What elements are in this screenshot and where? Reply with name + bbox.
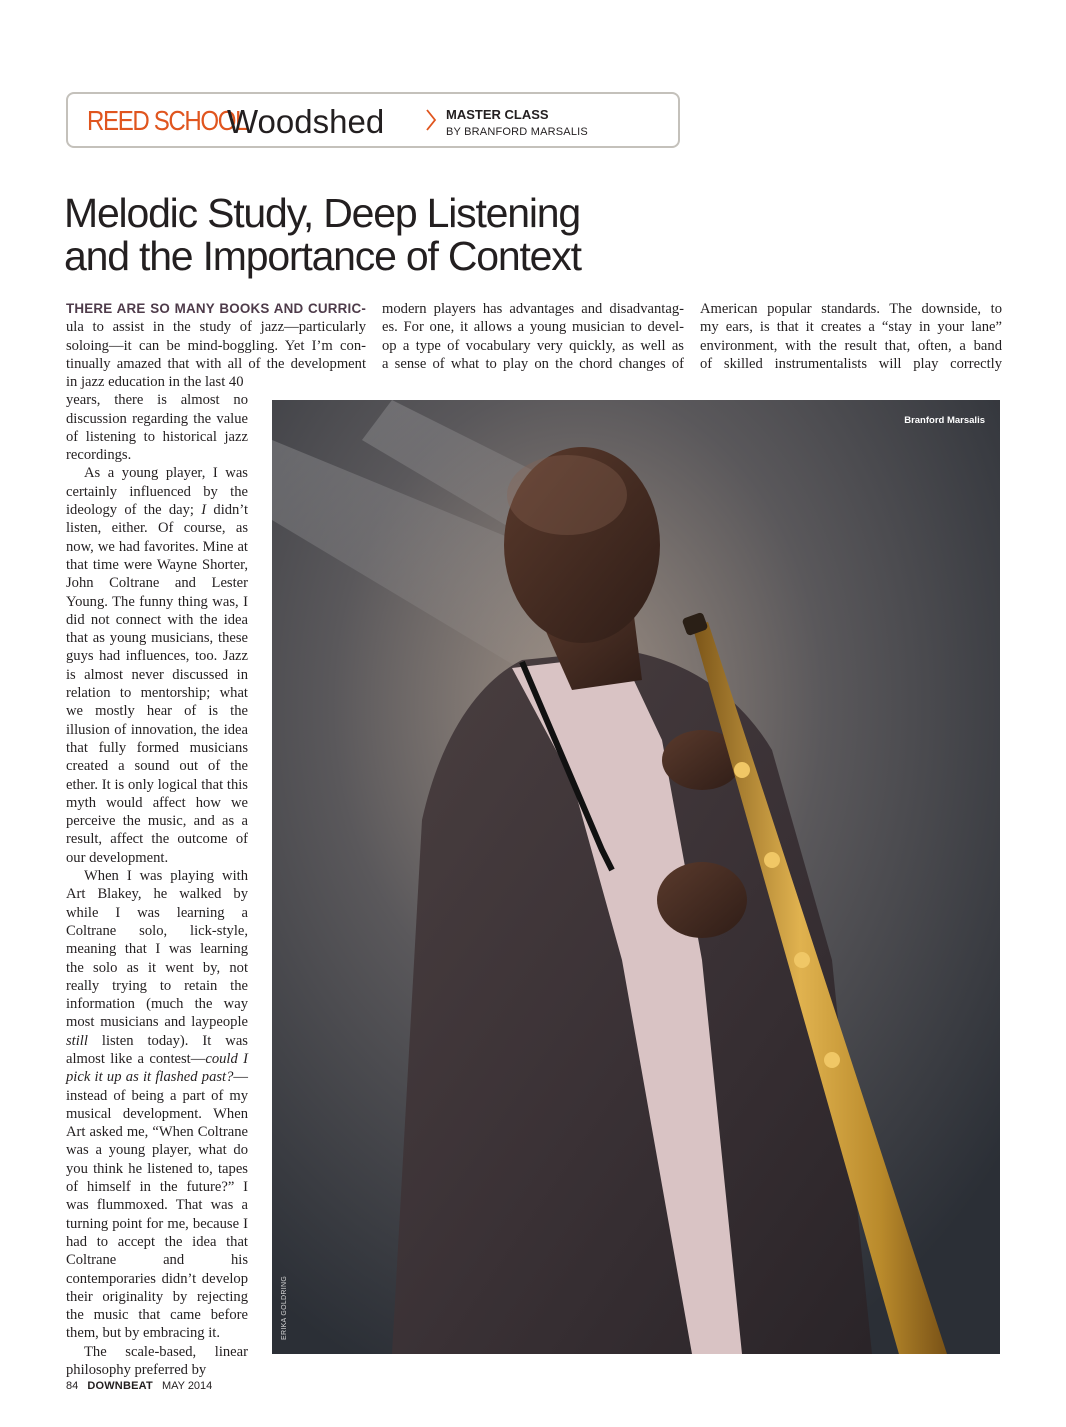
body-line: soloing—it can be mind-boggling. Yet I’m con- (66, 337, 366, 354)
body-line: op a type of vocabulary very quickly, as well as (382, 337, 684, 354)
page-footer (66, 1380, 212, 1394)
article-headline (64, 192, 764, 278)
headline-line-2: and the Importance of Context (64, 233, 581, 279)
photo-credit: ERIKA GOLDRING (281, 1275, 288, 1340)
body-line: modern players has advantages and disadvantag- (382, 301, 684, 317)
body-line: ula to assist in the study of jazz—particularly (66, 319, 366, 336)
body-line: American popular standards. The downside, to (700, 301, 1002, 317)
body-paragraph: As a young player, I was certainly influenced by the ideology of the day; I didn’t listen, either. Of course, as now, we had favorites. Mine at that time were Wayne Shorter, John Coltrane and Lester Young. The funny thing was, I did not connect with the idea that as young musicians, these guys had influences, too. Jazz is almost never discussed in relation to mentorship; what we mostly hear of is the illusion of innovation, the idea that fully formed musicians created a sound out of the ether. It is only logical that this myth would affect how we perceive the music, and as a result, affect the outcome of our development. (66, 465, 249, 866)
saxophonist-illustration (272, 400, 1000, 1354)
lead-in: THERE ARE SO MANY BOOKS AND CURRIC- (66, 301, 366, 316)
headline-line-1: Melodic Study, Deep Listening (64, 190, 580, 236)
article-photo (272, 400, 1000, 1354)
body-paragraph: When I was playing with Art Blakey, he walked by while I was learning a Coltrane solo, lick-style, meaning that I was learning the solo as it went by, not really trying to retain the information (much the way most musicians and laypeople still listen today). It was almost like a contest—could I pick it up as it flashed past?—instead of being a part of my musical development. When Art asked me, “When Coltrane was a young player, what do you think he listened to, tapes of himself in the future?” I was flummoxed. That was a turning point for me, because I had to accept the idea that Coltrane and his contemporaries didn’t develop their originality by rejecting the music that came before them, but by embracing it. (66, 868, 249, 1342)
body-column-1 (66, 373, 248, 1379)
page-number: 84 (66, 1380, 79, 1392)
body-line: of skilled instrumentalists will play correctly (700, 355, 1002, 372)
body-line: my ears, is that it creates a “stay in your lane” (700, 319, 1002, 336)
issue-date: MAY 2014 (161, 1380, 213, 1392)
photo-caption: Branford Marsalis (904, 415, 985, 426)
chevron-right-icon (425, 108, 437, 132)
section-header (66, 92, 680, 148)
column-name: MASTER CLASS (446, 107, 549, 122)
department-label: Woodshed (227, 103, 385, 140)
body-line: tinually amazed that with all of the development (66, 355, 366, 372)
body-line: a sense of what to play on the chord changes of (382, 355, 684, 372)
body-column-2 (382, 300, 684, 373)
section-label: REED SCHOOL (87, 105, 248, 136)
body-paragraph: years, there is almost no discussion regarding the value of listening to historical jazz recordings. (66, 392, 248, 464)
byline: BY BRANFORD MARSALIS (446, 126, 588, 138)
body-column-3 (700, 300, 1002, 373)
body-paragraph: The scale-based, linear philosophy preferred by (66, 1343, 248, 1379)
body-column-1-top (66, 300, 366, 373)
body-line: environment, with the result that, often, a band (700, 337, 1002, 354)
body-line: es. For one, it allows a young musician to devel- (382, 319, 684, 336)
body-line: in jazz education in the last 40 (66, 374, 244, 390)
magazine-name: DOWNBEAT (87, 1380, 153, 1392)
